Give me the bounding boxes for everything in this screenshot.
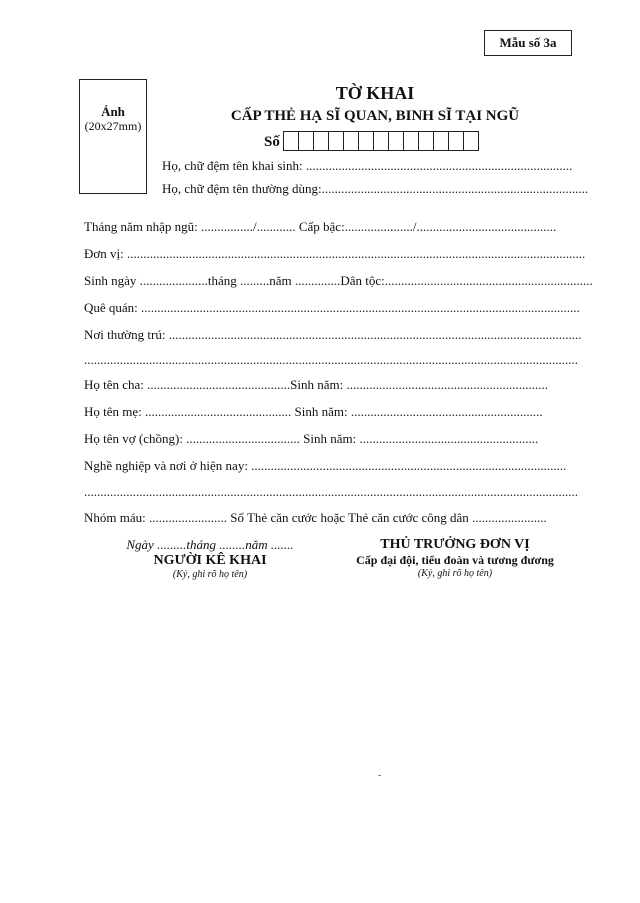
residence-field[interactable]: Nơi thường trú: ...............................................................................................................................: [84, 327, 582, 342]
bottom-mark: -: [378, 770, 382, 781]
commander-sign-note: (Ký, ghi rõ họ tên): [417, 568, 493, 579]
sign-date: Ngày .........tháng ........năm .......: [126, 537, 294, 552]
number-digit-box[interactable]: [283, 131, 299, 151]
photo-size: (20x27mm): [84, 119, 142, 133]
number-boxes[interactable]: [284, 131, 479, 151]
residence-continuation[interactable]: ........................................................................................................................................................: [84, 352, 578, 367]
hometown-field[interactable]: Quê quán: .......................................................................................................................................: [84, 300, 580, 315]
number-digit-box[interactable]: [343, 131, 359, 151]
number-digit-box[interactable]: [403, 131, 419, 151]
enlist-date-field[interactable]: Tháng năm nhập ngũ: ................/............ Cấp bậc:...................../...........................................: [84, 219, 557, 234]
page-title: TỜ KHAI: [335, 83, 415, 103]
number-label: Số: [264, 134, 280, 150]
commander-title: THỦ TRƯỞNG ĐƠN VỊ: [380, 537, 530, 552]
number-digit-box[interactable]: [358, 131, 374, 151]
number-digit-box[interactable]: [388, 131, 404, 151]
number-digit-box[interactable]: [463, 131, 479, 151]
father-field[interactable]: Họ tên cha: ............................................Sinh năm: ..............................................................: [84, 377, 549, 392]
photo-label: Ảnh: [101, 104, 125, 119]
declarant-title: NGƯỜI KÊ KHAI: [153, 553, 267, 568]
number-digit-box[interactable]: [298, 131, 314, 151]
signature-right: [330, 537, 580, 579]
blood-id-field[interactable]: Nhóm máu: ........................ Số Thẻ căn cước hoặc Thẻ căn cước công dân .......................: [84, 510, 547, 525]
occupation-continuation[interactable]: ........................................................................................................................................................: [84, 484, 578, 499]
form-code-box: Mẫu số 3a: [484, 30, 572, 56]
declarant-sign-note: (Ký, ghi rõ họ tên): [172, 569, 248, 580]
number-digit-box[interactable]: [448, 131, 464, 151]
number-digit-box[interactable]: [418, 131, 434, 151]
commander-level: Cấp đại đội, tiểu đoàn và tương đương: [356, 553, 554, 567]
spouse-field[interactable]: Họ tên vợ (chồng): ................................... Sinh năm: .......................................................: [84, 431, 539, 446]
common-name-field[interactable]: Họ, chữ đệm tên thường dùng:..................................................................................: [162, 181, 589, 196]
signature-left: [110, 537, 310, 580]
birth-field[interactable]: Sinh ngày .....................tháng .........năm ..............Dân tộc:................................................................: [84, 273, 593, 288]
birth-name-field[interactable]: Họ, chữ đệm tên khai sinh: ..................................................................................: [162, 158, 573, 173]
number-digit-box[interactable]: [433, 131, 449, 151]
number-digit-box[interactable]: [313, 131, 329, 151]
number-digit-box[interactable]: [373, 131, 389, 151]
occupation-field[interactable]: Nghề nghiệp và nơi ở hiện nay: .................................................................................................: [84, 458, 567, 473]
mother-field[interactable]: Họ tên mẹ: ............................................. Sinh năm: ...........................................................: [84, 404, 543, 419]
photo-box: [79, 79, 147, 194]
unit-field[interactable]: Đơn vị: .............................................................................................................................................: [84, 246, 586, 261]
page-subtitle: CẤP THẺ HẠ SĨ QUAN, BINH SĨ TẠI NGŨ: [230, 108, 520, 124]
number-digit-box[interactable]: [328, 131, 344, 151]
